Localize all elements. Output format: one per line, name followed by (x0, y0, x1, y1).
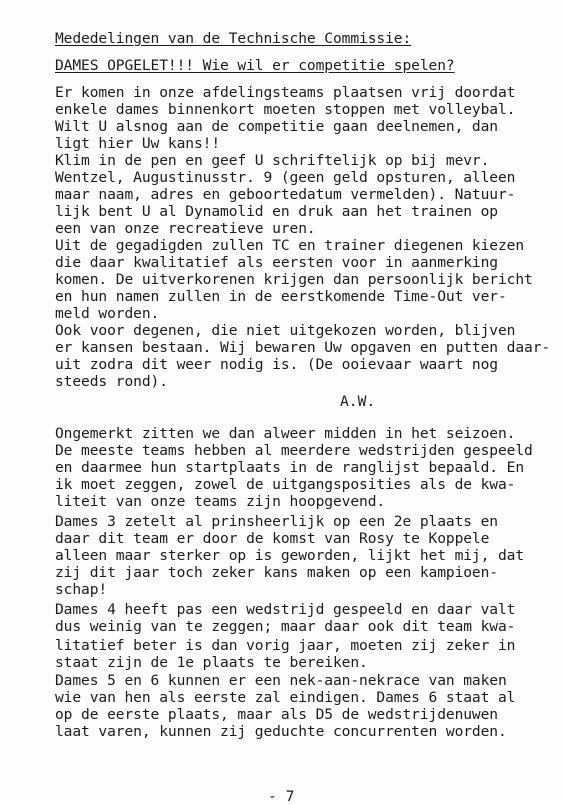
text-line: op de eerste plaats, maar als D5 de wedstrijdenuwen (55, 706, 498, 723)
text-line: ik moet zeggen, zowel de uitgangsposities als de kwa- (55, 476, 516, 493)
text-line: Er komen in onze afdelingsteams plaatsen vrij doordat (55, 84, 516, 101)
text-line: zij dit jaar toch zeker kans maken op een kampioen- (55, 564, 498, 581)
text-line: Klim in de pen en geef U schriftelijk op bij mevr. (55, 152, 490, 169)
text-line: wie van hen als eerste zal eindigen. Dames 6 staat al (55, 689, 516, 706)
text-line: en daarmee hun startplaats in de ranglijst bepaald. En (55, 459, 525, 476)
text-line: uit zodra dit weer nodig is. (De ooievaar waart nog (55, 356, 498, 373)
text-line: staat zijn de 1e plaats te bereiken. (55, 654, 368, 671)
text-line: Ook voor degenen, die niet uitgekozen worden, blijven (55, 322, 516, 339)
heading-technical-committee: Mededelingen van de Technische Commissie: (55, 30, 412, 47)
text-line: die daar kwalitatief als eersten voor in aanmerking (55, 254, 498, 271)
page-number: - 7 (268, 788, 295, 805)
text-line: een van onze recreatieve uren. (55, 220, 316, 237)
text-line: Dames 5 en 6 kunnen er een nek-aan-nekrace van maken (55, 672, 507, 689)
text-line: komen. De uitverkorenen krijgen dan persoonlijk bericht (55, 271, 533, 288)
text-line: en hun namen zullen in de eerstkomende Time-Out ver- (55, 288, 507, 305)
heading-ladies-call: DAMES OPGELET!!! Wie wil er competitie spelen? (55, 57, 455, 74)
text-line: laat varen, kunnen zij geduchte concurrenten worden. (55, 723, 507, 740)
text-line: De meeste teams hebben al meerdere wedstrijden gespeeld (55, 442, 533, 459)
text-line: Dames 3 zetelt al prinsheerlijk op een 2e plaats en (55, 513, 498, 530)
text-line: enkele dames binnenkort moeten stoppen met volleybal. (55, 101, 516, 118)
text-line: ligt hier Uw kans!! (55, 135, 221, 152)
text-line: Dames 4 heeft pas een wedstrijd gespeeld en daar valt (55, 601, 516, 618)
text-line: Wilt U alsnog aan de competitie gaan deelnemen, dan (55, 118, 498, 135)
text-line: daar dit team er door de komst van Rosy te Koppele (55, 530, 490, 547)
text-line: schap! (55, 581, 108, 598)
text-line: Wentzel, Augustinusstr. 9 (geen geld opsturen, alleen (55, 169, 516, 186)
text-line: liteit van onze teams zijn hoopgevend. (55, 493, 386, 510)
text-line: lijk bent U al Dynamolid en druk aan het trainen op (55, 203, 498, 220)
signature-initials: A.W. (340, 393, 376, 410)
text-line: dus weinig van te zeggen; maar daar ook dit team kwa- (55, 618, 516, 635)
text-line: meld worden. (55, 305, 160, 322)
text-line: alleen maar sterker op is geworden, lijkt het mij, dat (55, 547, 525, 564)
text-line: litatief beter is dan vorig jaar, moeten zij zeker in (55, 637, 516, 654)
text-line: Uit de gegadigden zullen TC en trainer diegenen kiezen (55, 237, 525, 254)
text-line: Ongemerkt zitten we dan alweer midden in het seizoen. (55, 425, 516, 442)
text-line: steeds rond). (55, 373, 168, 390)
text-line: er kansen bestaan. Wij bewaren Uw opgaven en putten daar- (55, 339, 551, 356)
text-line: maar naam, adres en geboortedatum vermelden). Natuur- (55, 186, 516, 203)
